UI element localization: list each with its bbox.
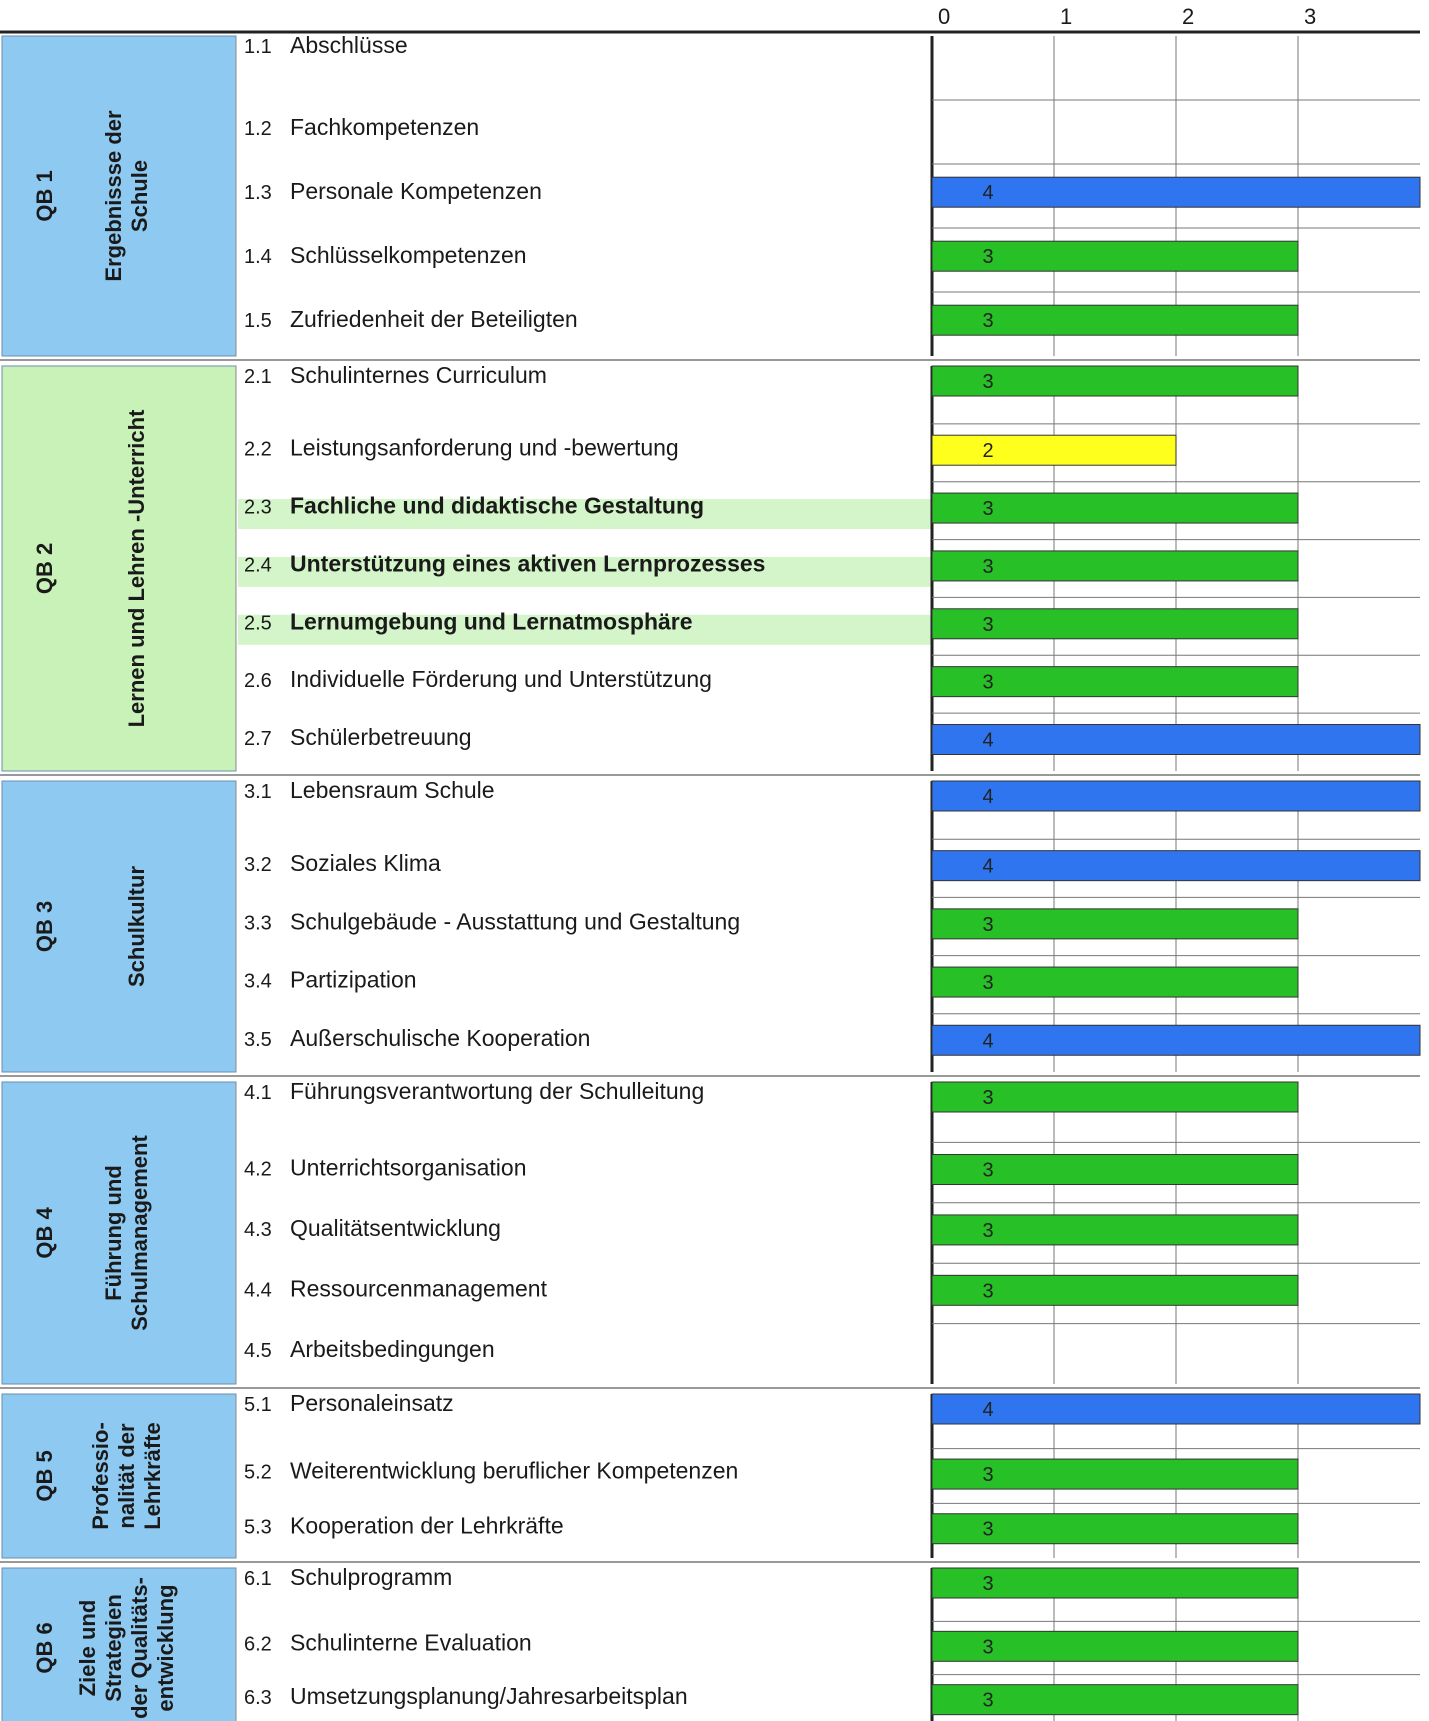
- group-subtitle-line: nalität der: [114, 1423, 139, 1529]
- item-number: 4.3: [244, 1219, 272, 1242]
- bar-value-label: 3: [982, 310, 994, 333]
- item-label: Schulinternes Curriculum: [290, 362, 547, 388]
- bar-value-label: 3: [982, 671, 994, 694]
- item-number: 1.4: [244, 246, 272, 269]
- item-number: 2.3: [244, 496, 272, 519]
- item-number: 2.6: [244, 670, 272, 693]
- item-label: Personale Kompetenzen: [290, 178, 542, 205]
- item-number: 1.3: [244, 182, 272, 205]
- group-title: QB 5: [32, 1450, 57, 1502]
- bar-5.1: [932, 1394, 1420, 1424]
- item-number: 1.2: [244, 118, 272, 141]
- axis: [0, 4, 1420, 32]
- item-number: 2.2: [244, 438, 272, 461]
- item-label: Soziales Klima: [290, 850, 441, 877]
- item-label: Ressourcenmanagement: [290, 1275, 547, 1302]
- item-label: Schlüsselkompetenzen: [290, 242, 527, 269]
- item-number: 3.1: [244, 781, 272, 803]
- axis-tick-2: 2: [1182, 4, 1195, 29]
- bar-value-label: 3: [982, 913, 994, 936]
- item-number: 3.2: [244, 854, 272, 877]
- group-subtitle-line: Lernen und Lehren -Unterricht: [124, 409, 149, 728]
- bar-value-label: 3: [982, 1689, 994, 1712]
- item-label: Personaleinsatz: [290, 1390, 454, 1416]
- bar-value-label: 3: [982, 1464, 994, 1487]
- item-label: Unterrichtsorganisation: [290, 1154, 527, 1181]
- bar-value-label: 3: [982, 1280, 994, 1303]
- item-number: 2.7: [244, 727, 272, 750]
- bar-2.7: [932, 725, 1420, 755]
- group-panels: [2, 36, 236, 1721]
- bar-3.5: [932, 1025, 1420, 1055]
- bar-value-label: 3: [982, 613, 994, 636]
- bar-3.2: [932, 851, 1420, 881]
- item-label: Umsetzungsplanung/Jahresarbeitsplan: [290, 1683, 688, 1709]
- item-label: Unterstützung eines aktiven Lernprozesses: [290, 550, 766, 577]
- item-number: 3.5: [244, 1028, 272, 1051]
- item-number: 5.2: [244, 1461, 272, 1484]
- item-label: Kooperation der Lehrkräfte: [290, 1512, 564, 1539]
- bar-value-label: 4: [982, 1399, 994, 1421]
- bar-1.3: [932, 177, 1420, 207]
- bar-3.1: [932, 781, 1420, 811]
- bar-value-label: 4: [982, 786, 994, 808]
- item-label: Schulinterne Evaluation: [290, 1629, 532, 1656]
- bar-value-label: 3: [982, 1573, 994, 1595]
- item-number: 3.4: [244, 970, 272, 993]
- bar-value-label: 3: [982, 972, 994, 995]
- group-subtitle-line: Lehrkräfte: [140, 1422, 165, 1530]
- item-label: Schülerbetreuung: [290, 723, 472, 750]
- item-label: Lernumgebung und Lernatmosphäre: [290, 608, 693, 635]
- item-label: Abschlüsse: [290, 32, 408, 58]
- bar-value-label: 3: [982, 1159, 994, 1182]
- item-label: Außerschulische Kooperation: [290, 1024, 591, 1051]
- group-title: QB 1: [32, 170, 57, 222]
- group-subtitle-line: Professio-: [88, 1422, 113, 1530]
- bar-value-label: 3: [982, 555, 994, 578]
- item-label: Fachliche und didaktische Gestaltung: [290, 492, 705, 519]
- item-number: 4.5: [244, 1339, 272, 1362]
- item-number: 1.1: [244, 36, 272, 58]
- axis-tick-1: 1: [1060, 4, 1073, 29]
- item-labels: [244, 32, 765, 1709]
- item-number: 6.2: [244, 1633, 272, 1656]
- item-label: Führungsverantwortung der Schulleitung: [290, 1078, 705, 1104]
- group-title: QB 3: [32, 900, 57, 953]
- item-label: Partizipation: [290, 966, 417, 993]
- group-subtitle-line: Strategien: [101, 1594, 126, 1702]
- item-number: 2.4: [244, 554, 272, 577]
- item-number: 2.1: [244, 366, 272, 388]
- bar-value-label: 4: [982, 729, 994, 752]
- bar-value-label: 3: [982, 1518, 994, 1541]
- group-title: QB 4: [32, 1207, 57, 1259]
- item-number: 5.3: [244, 1516, 272, 1539]
- item-label: Arbeitsbedingungen: [290, 1335, 495, 1362]
- bar-value-label: 4: [982, 182, 994, 205]
- bar-2.2: [932, 435, 1176, 465]
- bar-value-label: 4: [982, 855, 994, 878]
- group-title: QB 2: [32, 542, 57, 595]
- axis-tick-3: 3: [1304, 4, 1317, 29]
- item-label: Zufriedenheit der Beteiligten: [290, 306, 578, 333]
- group-subtitle-line: Schulkultur: [124, 865, 149, 988]
- item-label: Schulprogramm: [290, 1564, 453, 1590]
- group-subtitle-line: Ziele und: [75, 1599, 100, 1697]
- bar-value-label: 3: [982, 371, 994, 393]
- group-subtitle-line: Schulmanagement: [127, 1135, 152, 1331]
- group-subtitle-line: der Qualitäts-: [127, 1577, 152, 1719]
- bar-value-label: 4: [982, 1030, 994, 1053]
- item-number: 4.1: [244, 1082, 272, 1104]
- group-subtitle-line: Schule: [127, 159, 152, 233]
- item-label: Individuelle Förderung und Unterstützung: [290, 666, 712, 693]
- item-label: Lebensraum Schule: [290, 777, 495, 803]
- item-number: 6.3: [244, 1687, 272, 1709]
- axis-tick-0: 0: [938, 4, 951, 29]
- group-title: QB 6: [32, 1622, 57, 1674]
- item-number: 1.5: [244, 310, 272, 333]
- item-label: Qualitätsentwicklung: [290, 1215, 501, 1242]
- bar-value-label: 3: [982, 1087, 994, 1109]
- bar-value-label: 3: [982, 1219, 994, 1242]
- item-label: Leistungsanforderung und -bewertung: [290, 434, 679, 461]
- bar-value-label: 2: [982, 440, 994, 463]
- item-label: Fachkompetenzen: [290, 114, 480, 141]
- item-label: Weiterentwicklung beruflicher Kompetenzen: [290, 1457, 739, 1484]
- item-number: 4.2: [244, 1158, 272, 1181]
- item-number: 3.3: [244, 912, 272, 935]
- item-number: 4.4: [244, 1279, 272, 1302]
- item-label: Schulgebäude - Ausstattung und Gestaltung: [290, 908, 741, 935]
- item-number: 2.5: [244, 612, 272, 635]
- group-subtitle-line: entwicklung: [153, 1584, 178, 1712]
- bar-value-label: 3: [982, 1636, 994, 1659]
- item-number: 6.1: [244, 1568, 272, 1590]
- bar-value-label: 3: [982, 246, 994, 269]
- bar-value-label: 3: [982, 498, 994, 521]
- item-number: 5.1: [244, 1394, 272, 1416]
- group-subtitle-line: Ergebnissse der: [101, 110, 126, 282]
- group-subtitle-line: Führung und: [101, 1165, 126, 1301]
